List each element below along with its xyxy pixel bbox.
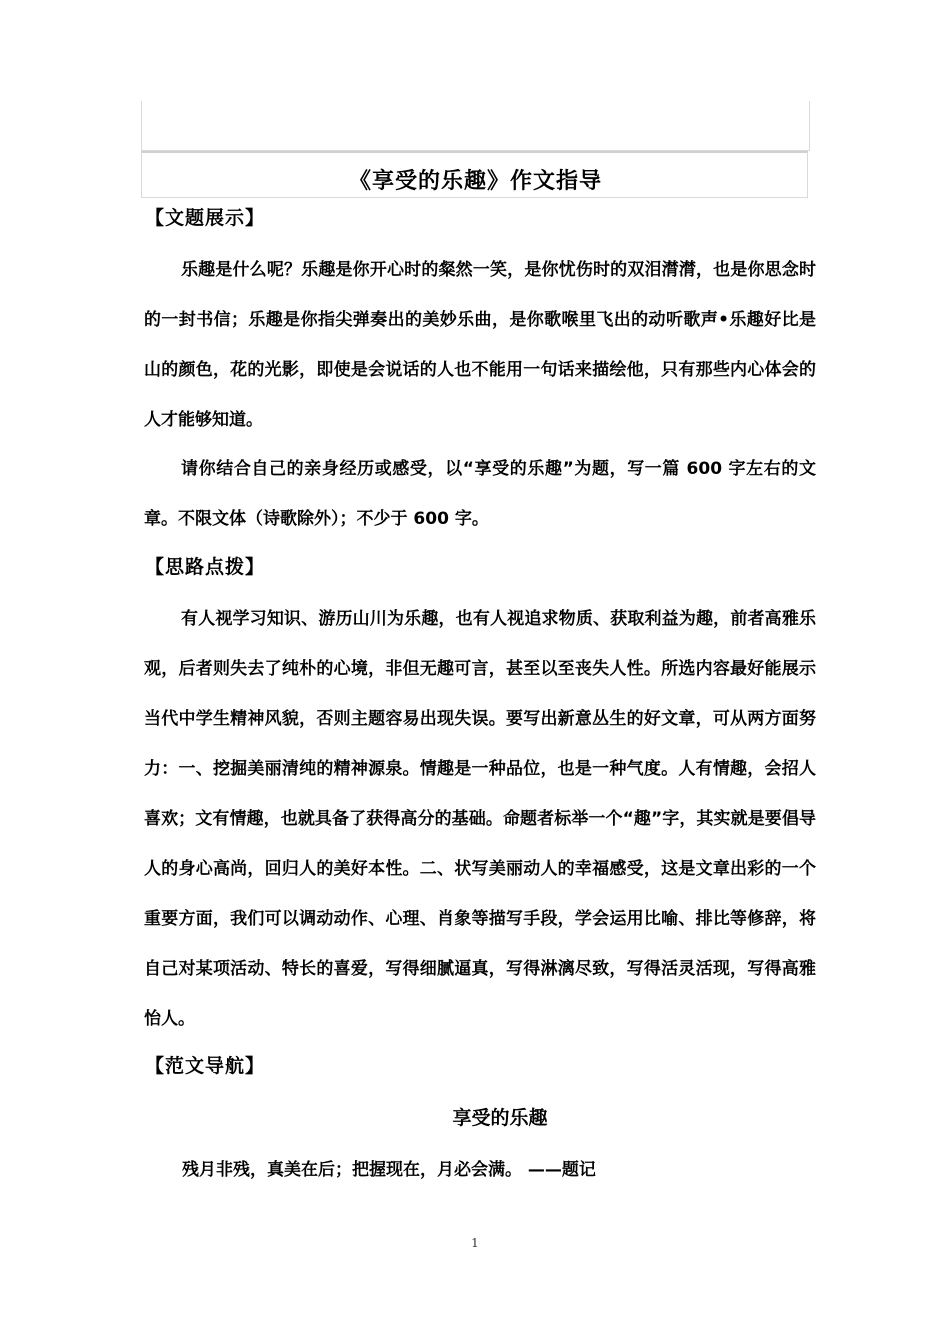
sample-essay-title: 享受的乐趣: [452, 1107, 548, 1129]
sample-essay-motto: 残月非残，真美在后；把握现在，月必会满。 ——题记: [182, 1160, 596, 1180]
section-heading-ideas: 【思路点拨】: [145, 556, 266, 578]
topic-paragraph-1: 乐趣是什么呢？乐趣是你开心时的粲然一笑，是你忧伤时的双泪潸潸，也是你思念时的一封书信；乐趣是你指尖弹奏出的美妙乐曲，是你歌喉里飞出的动听歌声•乐趣好比是山的颜色，花的光影，即使是会说话的人也不能用一句话来描绘他，只有那些内心体会的人才能够知道。: [144, 260, 816, 430]
section-heading-topic: 【文题展示】: [145, 207, 266, 229]
ideas-paragraph: 有人视学习知识、游历山川为乐趣，也有人视追求物质、获取利益为趣，前者高雅乐观，后者则失去了纯朴的心境，非但无趣可言，甚至以至丧失人性。所选内容最好能展示当代中学生精神风貌，否则主题容易出现失误。要写出新意丛生的好文章，可从两方面努力：一、挖掘美丽清纯的精神源泉。情趣是一种品位，也是一种气度。人有情趣，会招人喜欢；文有情趣，也就具备了获得高分的基础。命题者标举一个“趣”字，其实就是要倡导人的身心高尚，回归人的美好本性。二、状写美丽动人的幸福感受，这是文章出彩的一个重要方面，我们可以调动动作、心理、肖象等描写手段，学会运用比喻、排比等修辞，将自己对某项活动、特长的喜爱，写得细腻逼真，写得淋漓尽致，写得活灵活现，写得高雅怡人。: [144, 609, 816, 1029]
page-header-box: [141, 101, 810, 151]
section-heading-sample: 【范文导航】: [145, 1055, 266, 1077]
topic-paragraph-2: 请你结合自己的亲身经历或感受，以“享受的乐趣”为题，写一篇 600 字左右的文章。不限文体（诗歌除外）；不少于 600 字。: [144, 459, 816, 529]
document-title: 《享受的乐趣》作文指导: [348, 168, 602, 194]
page-number: 1: [471, 1236, 479, 1250]
